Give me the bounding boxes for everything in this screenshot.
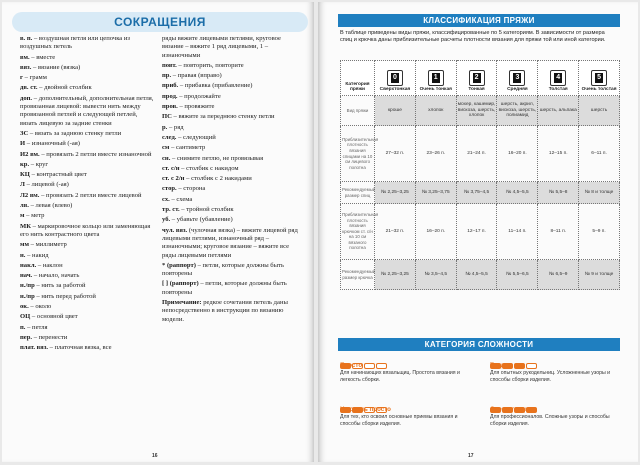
abbreviation-entry	[162, 196, 298, 204]
abbreviation-definition: – сторона	[176, 185, 206, 193]
abbreviation-entry	[20, 202, 154, 210]
abbreviation-entry	[162, 103, 298, 111]
yarn-cell: 27–32 п.	[375, 126, 416, 182]
abbreviation-term: лв.	[20, 202, 29, 210]
yarn-cell: 6–11 п.	[579, 126, 620, 182]
yarn-category-header	[415, 61, 456, 96]
abbreviation-definition: – вязание (вязка)	[31, 63, 81, 71]
yarn-cell: 5–9 п.	[579, 204, 620, 260]
abbreviation-entry	[162, 72, 298, 80]
abbreviation-entry	[162, 144, 298, 152]
right-page	[318, 2, 638, 462]
yarn-weight-number: 4	[554, 73, 562, 83]
yarn-cell: № 5,5–8	[538, 182, 579, 204]
difficulty-dot	[376, 363, 387, 369]
abbreviation-entry	[20, 313, 154, 321]
yarn-weight-icon	[428, 70, 444, 86]
yarn-category-header	[375, 61, 416, 96]
abbreviation-definition: – вязать за заднюю стенку петли	[28, 129, 122, 137]
abbreviation-entry	[20, 84, 154, 92]
abbreviation-term: р.	[162, 123, 168, 131]
abbreviation-definition: – вместе	[29, 53, 56, 61]
yarn-weight-icon	[509, 70, 525, 86]
abbreviation-definition: – лицевой (-ая)	[24, 181, 69, 189]
abbreviation-entry	[20, 171, 154, 179]
abbreviation-term: кр.	[20, 160, 30, 168]
abbreviation-definition: – петли, которые должны быть повторены	[162, 261, 284, 278]
yarn-cell: шерсть	[579, 96, 620, 126]
abbreviation-term: сн.	[162, 154, 171, 162]
abbreviation-term: см	[162, 144, 170, 152]
abbreviation-definition: – миллиметр	[28, 241, 67, 249]
yarn-row-label: Вид пряжи	[341, 96, 375, 126]
abbreviation-definition: редкое сочетания петель даны непосредственно в инструкции по вязанию модели.	[162, 299, 288, 323]
yarn-weight-number: 5	[595, 73, 603, 83]
abbreviation-definition: – петля	[25, 323, 48, 331]
abbreviation-entry	[162, 62, 298, 70]
abbreviation-definition: – наклон	[36, 261, 63, 269]
page-number-right: 17	[468, 453, 474, 459]
yarn-cell: № 4,5–5,5	[456, 260, 497, 290]
yarn-row-label: Рекомендуемый размер спиц	[341, 182, 375, 204]
abbreviation-entry	[162, 165, 298, 173]
abbreviation-entry	[20, 151, 154, 159]
abbreviations-title: СОКРАЩЕНИЯ	[114, 15, 206, 29]
abbreviation-entry	[20, 161, 154, 169]
complexity-level-title: Трудно	[490, 362, 512, 369]
abbreviation-entry	[162, 175, 298, 183]
yarn-corner-label: Категория пряжи	[341, 61, 375, 96]
abbreviation-term: ст. с/н	[162, 164, 180, 172]
abbreviation-entry	[162, 262, 298, 279]
abbreviation-entry	[162, 299, 298, 324]
abbreviation-entry	[20, 344, 154, 352]
abbreviation-term: пров.	[162, 103, 178, 111]
yarn-row	[341, 260, 620, 290]
abbreviation-term: чул. вяз.	[162, 226, 188, 234]
abbreviation-term: ПС	[162, 113, 172, 121]
abbreviation-definition: ряды вяжите лицевыми петлями, круговое вязание – вяжите 1 ряд лицевыми, 1 – изнаночными	[162, 35, 281, 59]
abbreviation-entry	[162, 113, 298, 121]
abbreviation-term: ЗС	[20, 129, 29, 137]
abbreviation-definition: – столбик с 2 накидами	[184, 175, 252, 183]
yarn-weight-icon	[550, 70, 566, 86]
abbreviation-definition: – около	[28, 303, 52, 311]
difficulty-dot	[526, 363, 537, 369]
abbreviation-definition: – перенести	[32, 333, 68, 341]
abbreviation-definition: – накид	[25, 251, 49, 259]
abbreviation-term: ст. с 2/н	[162, 175, 185, 183]
abbreviation-definition: – начало, начать	[32, 272, 80, 280]
abbreviations-column-2	[162, 35, 298, 326]
abbreviations-column-1	[20, 35, 154, 355]
abbreviation-definition: – продолжайте	[177, 92, 221, 100]
abbreviation-definition: – повторить, повторите	[176, 61, 244, 69]
complexity-level-title: Не очень просто	[340, 406, 391, 413]
abbreviation-term: И	[20, 140, 26, 148]
abbreviation-entry	[20, 241, 154, 249]
yarn-cell: шерсть, альпака	[538, 96, 579, 126]
difficulty-dot	[364, 363, 375, 369]
yarn-classification-title: КЛАССИФИКАЦИЯ ПРЯЖИ	[338, 14, 620, 27]
abbreviation-definition: – нить перед работой	[34, 292, 96, 300]
abbreviation-entry	[20, 324, 154, 332]
abbreviation-entry	[20, 212, 154, 220]
yarn-row-label: Рекомендуемый размер крючка	[341, 260, 375, 290]
yarn-category-name: Очень тонкая	[419, 87, 452, 93]
abbreviation-definition: – столбик с накидом	[179, 164, 239, 172]
yarn-cell: хлопок	[415, 96, 456, 126]
yarn-cell: № 4,5–5,5	[497, 182, 538, 204]
abbreviation-term: Примечание:	[162, 299, 202, 307]
yarn-row	[341, 96, 620, 126]
abbreviation-definition: (чулочная вязка) – вяжите лицевой ряд лицевыми петлями, изнаночный ряд – изнаночными; круговое вязание – вяжите все ряды лицевыми петлями	[162, 226, 298, 259]
complexity-level	[490, 356, 620, 383]
abbreviation-term: доп.	[20, 94, 33, 102]
abbreviation-entry	[20, 181, 154, 189]
yarn-category-name: Средняя	[507, 87, 528, 93]
abbreviation-definition: – схема	[169, 195, 193, 203]
yarn-weight-icon	[469, 70, 485, 86]
abbreviation-entry	[20, 74, 154, 82]
abbreviation-term: Л	[20, 181, 25, 189]
abbreviation-entry	[162, 124, 298, 132]
complexity-level-desc: Для опытных рукодельниц. Усложненные узоры и способы сборки изделия.	[490, 370, 611, 383]
abbreviation-term: * (раппорт)	[162, 261, 196, 269]
abbreviation-term: г	[20, 74, 23, 82]
yarn-cell: 21–32 п.	[375, 204, 416, 260]
abbreviation-definition: – левая (влево)	[28, 202, 73, 210]
yarn-cell: № 3,75–4,5	[456, 182, 497, 204]
abbreviation-term: н./пр	[20, 292, 35, 300]
complexity-level	[490, 400, 620, 427]
yarn-table	[340, 60, 620, 290]
abbreviation-entry	[162, 280, 298, 297]
abbreviation-term: ОЦ	[20, 313, 31, 321]
abbreviation-term: мм	[20, 241, 29, 249]
abbreviation-entry	[20, 35, 154, 52]
difficulty-dots	[340, 400, 470, 405]
complexity-level-desc: Для начинающих вязальщиц. Простота вязания и легкость сборки.	[340, 370, 460, 383]
abbreviation-entry	[162, 82, 298, 90]
abbreviation-entry	[162, 93, 298, 101]
yarn-weight-number: 0	[391, 73, 399, 83]
complexity-level	[340, 400, 470, 427]
difficulty-dots	[490, 400, 620, 405]
yarn-cell: № 2,25–3,25	[375, 182, 416, 204]
yarn-cell: 23–26 п.	[415, 126, 456, 182]
yarn-cell: 16–20 п.	[415, 204, 456, 260]
abbreviation-term: плат. вяз.	[20, 344, 49, 352]
yarn-cell: № 3,25–3,75	[415, 182, 456, 204]
page-number-left: 16	[152, 453, 158, 459]
yarn-cell: 11–14 п.	[497, 204, 538, 260]
abbreviation-term: сх.	[162, 195, 170, 203]
abbreviation-term: повт.	[162, 61, 177, 69]
abbreviation-definition: – метр	[24, 212, 45, 220]
abbreviation-entry	[20, 54, 154, 62]
yarn-cell: № 5,5–6,5	[497, 260, 538, 290]
abbreviation-definition: – прибавка (прибавление)	[178, 82, 253, 90]
abbreviation-term: приб.	[162, 82, 179, 90]
abbreviation-definition: – нить за работой	[34, 282, 86, 290]
complexity-title: КАТЕГОРИЯ СЛОЖНОСТИ	[338, 338, 620, 351]
yarn-cell: № 6,5–9	[538, 260, 579, 290]
abbreviation-term: МК	[20, 222, 32, 230]
difficulty-dot	[514, 363, 525, 369]
abbreviation-entry	[162, 216, 298, 224]
abbreviation-entry	[162, 227, 298, 260]
abbreviation-definition: – двойной столбик	[37, 84, 92, 92]
yarn-header-row	[341, 61, 620, 96]
yarn-cell: № 3,5–4,5	[415, 260, 456, 290]
yarn-category-header	[579, 61, 620, 96]
abbreviation-definition: – грамм	[23, 74, 47, 82]
abbreviation-definition: – сантиметр	[169, 144, 206, 152]
abbreviation-term: тр. ст.	[162, 206, 180, 214]
yarn-row	[341, 126, 620, 182]
abbreviation-definition: – дополнительный, дополнительная петля, провязанная лицевой: вывести нить между провязанной петлей и следующей петлей, вязать лицевую за задние стенки	[20, 94, 154, 127]
abbreviation-definition: – снимите петлю, не провязывая	[170, 154, 264, 162]
abbreviation-entry	[20, 334, 154, 342]
yarn-cell: № 2,25–3,25	[375, 260, 416, 290]
abbreviation-definition: – основной цвет	[30, 313, 78, 321]
abbreviation-term: м	[20, 212, 25, 220]
abbreviation-entry	[20, 262, 154, 270]
abbreviation-term: накл.	[20, 261, 37, 269]
abbreviation-entry	[162, 185, 298, 193]
abbreviation-definition: – петли, которые должны быть повторены	[162, 280, 287, 296]
abbreviation-definition: – вяжите за переднюю стенку петли	[171, 113, 275, 121]
abbreviation-term: И2 вм.	[20, 150, 40, 158]
abbreviation-definition: – провяжите	[177, 103, 215, 111]
abbreviation-entry	[20, 130, 154, 138]
yarn-cell: № 9 и толще	[579, 260, 620, 290]
abbreviation-entry	[162, 35, 298, 60]
abbreviation-entry	[162, 206, 298, 214]
left-page	[2, 2, 314, 462]
abbreviation-term: уб.	[162, 216, 171, 224]
abbreviation-definition: – маркировочное кольцо или заменяющая его нить контрастного цвета	[20, 222, 151, 238]
abbreviation-term: пер.	[20, 333, 33, 341]
complexity-level-desc: Для профессионалов. Сложные узоры и способы сборки изделия.	[490, 414, 610, 427]
yarn-cell: 12–15 п.	[538, 126, 579, 182]
abbreviation-term: пр.	[162, 72, 172, 80]
yarn-row-label: Приблизительная плотность вязания крючком ст. с/н на 10 см вязаного полотна	[341, 204, 375, 260]
yarn-cell: 8–11 п.	[538, 204, 579, 260]
abbreviation-entry	[20, 140, 154, 148]
abbreviation-definition: – провязать 2 петли вместе изнаночной	[39, 150, 152, 158]
yarn-weight-number: 3	[513, 73, 521, 83]
complexity-level-title: Просто	[340, 362, 363, 369]
abbreviation-definition: – тройной столбик	[179, 206, 234, 214]
abbreviation-definition: – провязать 2 петли вместе лицевой	[39, 191, 142, 199]
yarn-weight-icon	[591, 70, 607, 86]
complexity-level	[340, 356, 470, 383]
abbreviation-term: ок.	[20, 303, 29, 311]
abbreviation-term: [ ] (раппорт)	[162, 280, 199, 288]
abbreviation-entry	[20, 272, 154, 280]
abbreviation-term: нач.	[20, 272, 33, 280]
yarn-cell: 16–20 п.	[497, 126, 538, 182]
abbreviation-term: прод.	[162, 92, 178, 100]
yarn-row-label: Приблизительная плотность вязания спицами на 10 см лицевого полотна	[341, 126, 375, 182]
abbreviation-term: в. п.	[20, 35, 33, 42]
yarn-cell: шерсть, акрил, вискоза, шерсть, полиамид	[497, 96, 538, 126]
abbreviation-entry	[20, 192, 154, 200]
abbreviation-entry	[20, 252, 154, 260]
yarn-category-header	[538, 61, 579, 96]
abbreviation-definition: – ряд	[167, 123, 184, 131]
yarn-cell: мохер, кашемир, вискоза, шерсть, хлопок	[456, 96, 497, 126]
abbreviations-header	[12, 12, 308, 32]
yarn-row	[341, 182, 620, 204]
abbreviation-term: н.	[20, 251, 26, 259]
yarn-cell: № 8 и толще	[579, 182, 620, 204]
yarn-weight-number: 1	[432, 73, 440, 83]
abbreviation-term: КЦ	[20, 171, 30, 179]
abbreviation-term: стор.	[162, 185, 177, 193]
abbreviation-definition: – круг	[29, 160, 49, 168]
yarn-category-header	[456, 61, 497, 96]
abbreviation-definition: – воздушная петля или цепочка из воздушных петель	[20, 35, 131, 51]
yarn-cell: кроше	[375, 96, 416, 126]
yarn-category-name: Сверхтонкая	[379, 87, 411, 93]
abbreviation-definition: – убавьте (убавление)	[170, 216, 233, 224]
yarn-weight-icon	[387, 70, 403, 86]
abbreviation-entry	[20, 282, 154, 290]
abbreviation-entry	[162, 134, 298, 142]
difficulty-dots	[490, 356, 620, 361]
abbreviation-term: н./пр	[20, 282, 35, 290]
abbreviation-term: дв. ст.	[20, 84, 38, 92]
abbreviation-definition: – изнаночный (-ая)	[25, 140, 80, 148]
yarn-category-name: Толстая	[548, 87, 568, 93]
abbreviation-term: вм.	[20, 53, 30, 61]
yarn-category-header	[497, 61, 538, 96]
yarn-intro-text: В таблице приведены виды пряжи, классифицированные по 5 категориям. В зависимости от размера спиц и крючка даны приблизительные расчеты плотности вязания для пряжи той или иной категории.	[340, 30, 606, 44]
yarn-category-name: Тонкая	[468, 87, 485, 93]
yarn-category-name: Очень толстая	[581, 87, 617, 93]
abbreviation-definition: – правая (вправо)	[171, 72, 222, 80]
abbreviation-term: вяз.	[20, 63, 32, 71]
yarn-cell: 21–24 п.	[456, 126, 497, 182]
complexity-level-title: Очень трудно	[490, 406, 533, 413]
yarn-row	[341, 204, 620, 260]
abbreviation-entry	[20, 293, 154, 301]
abbreviation-definition: – следующий	[176, 133, 216, 141]
abbreviation-entry	[20, 64, 154, 72]
yarn-weight-number: 2	[473, 73, 481, 83]
abbreviation-term: п.	[20, 323, 26, 331]
yarn-cell: 12–17 п.	[456, 204, 497, 260]
abbreviation-definition: – контрастный цвет	[29, 171, 87, 179]
abbreviation-term: Л2 вм.	[20, 191, 40, 199]
difficulty-dots	[340, 356, 470, 361]
abbreviation-entry	[20, 303, 154, 311]
complexity-level-desc: Для тех, кто освоил основные приемы вязания и способы сборки изделия.	[340, 414, 458, 427]
abbreviation-definition: – платочная вязка, все	[48, 344, 112, 352]
abbreviation-entry	[162, 155, 298, 163]
abbreviation-entry	[20, 223, 154, 240]
abbreviation-entry	[20, 95, 154, 128]
abbreviation-term: след.	[162, 133, 177, 141]
